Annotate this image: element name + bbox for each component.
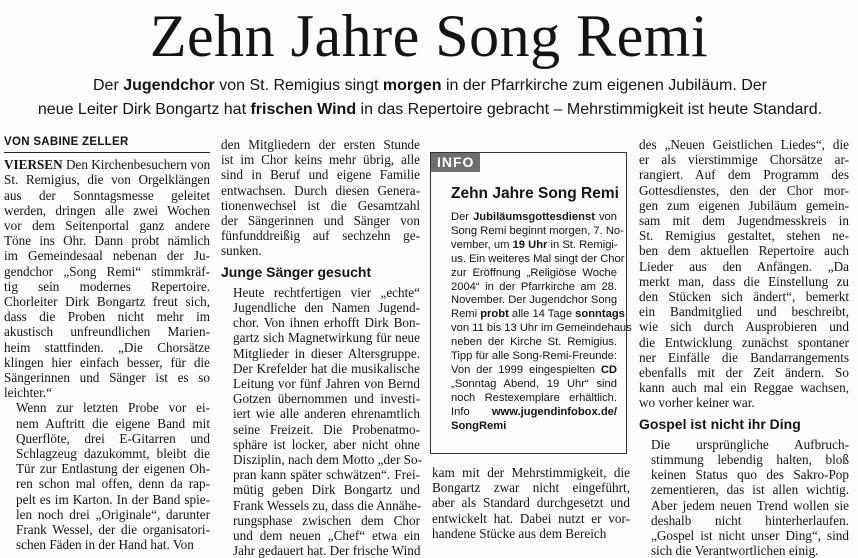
text-line: Gotzen übernommen und investi- <box>233 391 420 407</box>
info-tag: INFO <box>431 153 480 172</box>
paragraph <box>221 137 420 259</box>
text-line: Sängerinnen und Sänger ist es so <box>4 370 210 386</box>
text-line: zur Eröffnung „Religiöse Woche <box>451 266 617 279</box>
text-line: im Gemeindesaal nebenan der Ju- <box>4 248 210 264</box>
text-line: Song Remi beginnt morgen, 7. No- <box>451 224 624 237</box>
text-line: sich die Verantwortlichen einig. <box>651 543 819 558</box>
text-line: gartz sich Magnetwirkung für neue <box>233 330 420 346</box>
text-line: St. Remigius gestaltet, stehen ne- <box>639 228 849 244</box>
subheading: Gospel ist nicht ihr Ding <box>639 415 801 432</box>
text-line: sind in Beruf und eigene Familie <box>221 167 420 183</box>
text-line: Disziplin, nach dem Motto „der So- <box>233 452 422 468</box>
text-line: die Entwicklung zunächst spontaner <box>639 334 849 350</box>
text-line: ner Einfälle die Bandarrangements <box>639 349 849 365</box>
text-line: Remi probt alle 14 Tage sonntags <box>451 308 625 321</box>
text-line: VIERSEN Den Kirchenbesuchern von <box>4 157 211 173</box>
text-line: fünfunddreißig auf sechzehn ge- <box>221 228 420 244</box>
text-line: entwickelt hat. Dabei nutzt er vor- <box>432 510 630 526</box>
text-line: sunken. <box>221 243 262 259</box>
byline: VON SABINE ZELLER <box>4 135 210 153</box>
paragraph <box>4 400 210 552</box>
text-line: aus der Sonntagsmesse geleitet <box>4 187 210 203</box>
paragraph <box>639 137 849 411</box>
text-line: Frank Wessel, der die organisatori- <box>16 522 210 538</box>
text-line: chor. Von ihnen erhofft Dirk Bon- <box>233 315 420 331</box>
text-line: wo vorher keiner war. <box>639 395 755 411</box>
text-line: sphäre ist locker, aber nicht ohne <box>233 436 420 452</box>
text-line: ein Bandmitglied und beschreibt, <box>639 304 849 320</box>
paragraph <box>432 465 630 541</box>
text-line: Der Jubiläumsgottesdienst von <box>451 211 617 223</box>
article-column-2 <box>221 137 420 558</box>
text-line: Wenn zur letzten Probe vor ei- <box>16 400 210 416</box>
text-line: November. Der Jugendchor Song <box>451 294 618 307</box>
text-line: stimmung lebendig halten, bloß <box>651 452 849 468</box>
text-line: zementieren, das ist allen wichtig. <box>651 482 849 498</box>
text-line: 2004“ in der Pfarrkirche am 28. <box>451 280 617 293</box>
text-line: Gottesdienstes, den der Chor mor- <box>639 182 849 198</box>
text-line: Leitung vor fünf Jahren von Bernd <box>233 376 420 392</box>
text-line: ren schon mal offen, denn da rap- <box>16 476 210 492</box>
text-line: er als vierstimmige Chorsätze ar- <box>639 152 849 168</box>
text-line: tionenwechsel ist die Gesamtzahl <box>221 197 420 213</box>
lead-paragraph <box>30 74 830 122</box>
text-line: „Gospel ist nicht unser Ding“, sind <box>651 528 849 544</box>
text-line: heim stattfinden. „Die Chorsätze <box>4 339 210 355</box>
text-line: Aber jedem neuen Trend wollen sie <box>651 497 849 513</box>
text-line: seine Freizeit. Die Probenatmo- <box>233 421 420 437</box>
text-line: schen Fäden in der Hand hat. Von <box>16 537 194 553</box>
text-line: Mitglieder in dieser Altersgruppe. <box>233 345 420 361</box>
text-line: SongRemi <box>451 419 507 432</box>
subheading: Junge Sänger gesucht <box>221 263 372 280</box>
text-line: den Stücken sich ändert“, bemerkt <box>639 289 849 305</box>
text-line: Der Jugendchor von St. Remigius singt morgen in der Pfarrkirche zum eigenen Jubiläum. Der <box>92 77 768 94</box>
text-line: pran kann später schwätzen“. Frei- <box>233 467 420 483</box>
headline: Zehn Jahre Song Remi <box>149 3 709 69</box>
text-line: neben der Kirche St. Remigius. <box>451 336 617 349</box>
text-line: noch Restexemplare erhältlich. <box>451 391 617 404</box>
article-column-1 <box>4 135 210 552</box>
text-line: Lieder aus den Anfängen. „Da <box>639 258 849 274</box>
text-line: und dem neuen „Chef“ etwa ein <box>233 528 420 544</box>
text-line: sam mit dem Jugendmesskreis in <box>639 213 849 229</box>
text-line: entwachsen. Durch diesen Genera- <box>221 182 420 198</box>
text-line: vember, um 19 Uhr in St. Remigi- <box>451 238 618 251</box>
text-line: us. Ein weiteres Mal singt der Chor <box>451 252 625 265</box>
text-line: Frank Wessels zu, dass die Annähe- <box>233 497 422 513</box>
text-line: Töne ins Ohr. Dann probt nämlich <box>4 233 210 249</box>
text-line: tig sein modernes Repertoire. <box>4 278 210 294</box>
text-line: pelt es im Karton. In der Band spie- <box>16 491 210 507</box>
article-column-4 <box>639 137 849 558</box>
text-line: der Sängerinnen und Sänger von <box>221 213 420 229</box>
text-line: leichter.“ <box>4 385 52 401</box>
text-line: ben dem aktuellen Repertoire auch <box>639 243 849 259</box>
text-line: Querflöte, drei E-Gitarren und <box>16 430 210 446</box>
text-line: akustisch unfreundlichen Marien- <box>4 324 210 340</box>
info-box <box>430 152 632 454</box>
text-line: vor dem Seitenportal ganz andere <box>4 218 210 234</box>
text-line: Bongartz zwar nicht eingeführt, <box>432 480 630 496</box>
text-line: keinen Status quo des Sakro-Pop <box>651 467 849 483</box>
text-line: gendchor „Song Remi“ stimmkräf- <box>4 263 210 279</box>
text-line: nem Auftritt die eigene Band mit <box>16 415 210 431</box>
text-line: kann auch mal ein Reggae wachsen, <box>639 380 849 396</box>
text-line: wie sich durch Ausprobieren und <box>639 319 849 335</box>
text-line: ebenfalls mit der Zeit ändern. So <box>639 365 849 381</box>
info-title: Zehn Jahre Song Remi <box>451 185 619 202</box>
text-line: werden, dringen alle zwei Wochen <box>4 202 210 218</box>
text-line: dass die Proben nicht mehr im <box>4 309 210 325</box>
text-line: ist im Chor keins mehr übrig, alle <box>221 152 420 168</box>
lead-line <box>30 98 830 122</box>
text-line: rangiert. Auf dem Programm des <box>639 167 849 183</box>
lead-line <box>30 74 830 98</box>
text-line: Schlagzeug dazukommt, bleibt die <box>16 446 210 462</box>
text-line: neue Leiter Dirk Bongartz hat frischen Wind in das Repertoire gebracht – Mehrstimmigkeit ist heute Standard. <box>37 101 823 118</box>
text-line: Jugendliche den Namen Jugend- <box>233 300 420 316</box>
text-line: handene Stücke aus dem Bereich <box>432 525 607 541</box>
text-line: Der Krefelder hat die musikalische <box>233 360 420 376</box>
text-line: Info www.jugendinfobox.de/ <box>451 405 617 418</box>
paragraph <box>221 285 420 558</box>
text-line: Heute rechtfertigen vier „echte“ <box>233 284 420 300</box>
paragraph <box>639 437 849 558</box>
text-line: iert wie alle anderen ehrenamtlich <box>233 406 420 422</box>
text-line: Jahr gedauert hat. Der frische Wind <box>233 543 421 558</box>
text-line: aber als Standard durchgesetzt und <box>432 495 630 511</box>
text-line: Tür zur Entlastung der eigenen Oh- <box>16 461 210 477</box>
text-line: Von der 1999 eingespielten CD <box>451 363 617 376</box>
text-line: merkt man, dass die Einstellung zu <box>639 273 849 289</box>
paragraph <box>4 157 210 400</box>
text-line: gen zum eigenen Jubiläum gemein- <box>639 197 849 213</box>
text-line: St. Remigius, die von Orgelklängen <box>4 172 210 188</box>
text-line: deshalb nicht hinterherlaufen. <box>651 512 849 528</box>
text-line: des „Neuen Geistlichen Liedes“, die <box>639 137 849 152</box>
text-line: von 11 bis 13 Uhr im Gemeindehaus <box>451 322 632 335</box>
info-text <box>451 211 632 434</box>
text-line: len noch drei „Originale“, darunter <box>16 506 210 522</box>
text-line: rungsphase zwischen dem Chor <box>233 512 420 528</box>
text-line: Die ursprüngliche Aufbruch- <box>651 436 849 452</box>
article-column-3 <box>432 465 630 541</box>
text-line: klingen hier einfach besser, für die <box>4 354 210 370</box>
text-line: mütig geben Dirk Bongartz und <box>233 482 420 498</box>
text-line: Tipp für alle Song-Remi-Freunde: <box>451 350 617 363</box>
text-line: den Mitgliedern der ersten Stunde <box>221 137 420 152</box>
text-line: Chorleiter Dirk Bongartz freut sich, <box>4 294 210 310</box>
text-line: kam mit der Mehrstimmigkeit, die <box>432 465 630 480</box>
text-line: „Sonntag Abend, 19 Uhr“ sind <box>451 377 617 390</box>
